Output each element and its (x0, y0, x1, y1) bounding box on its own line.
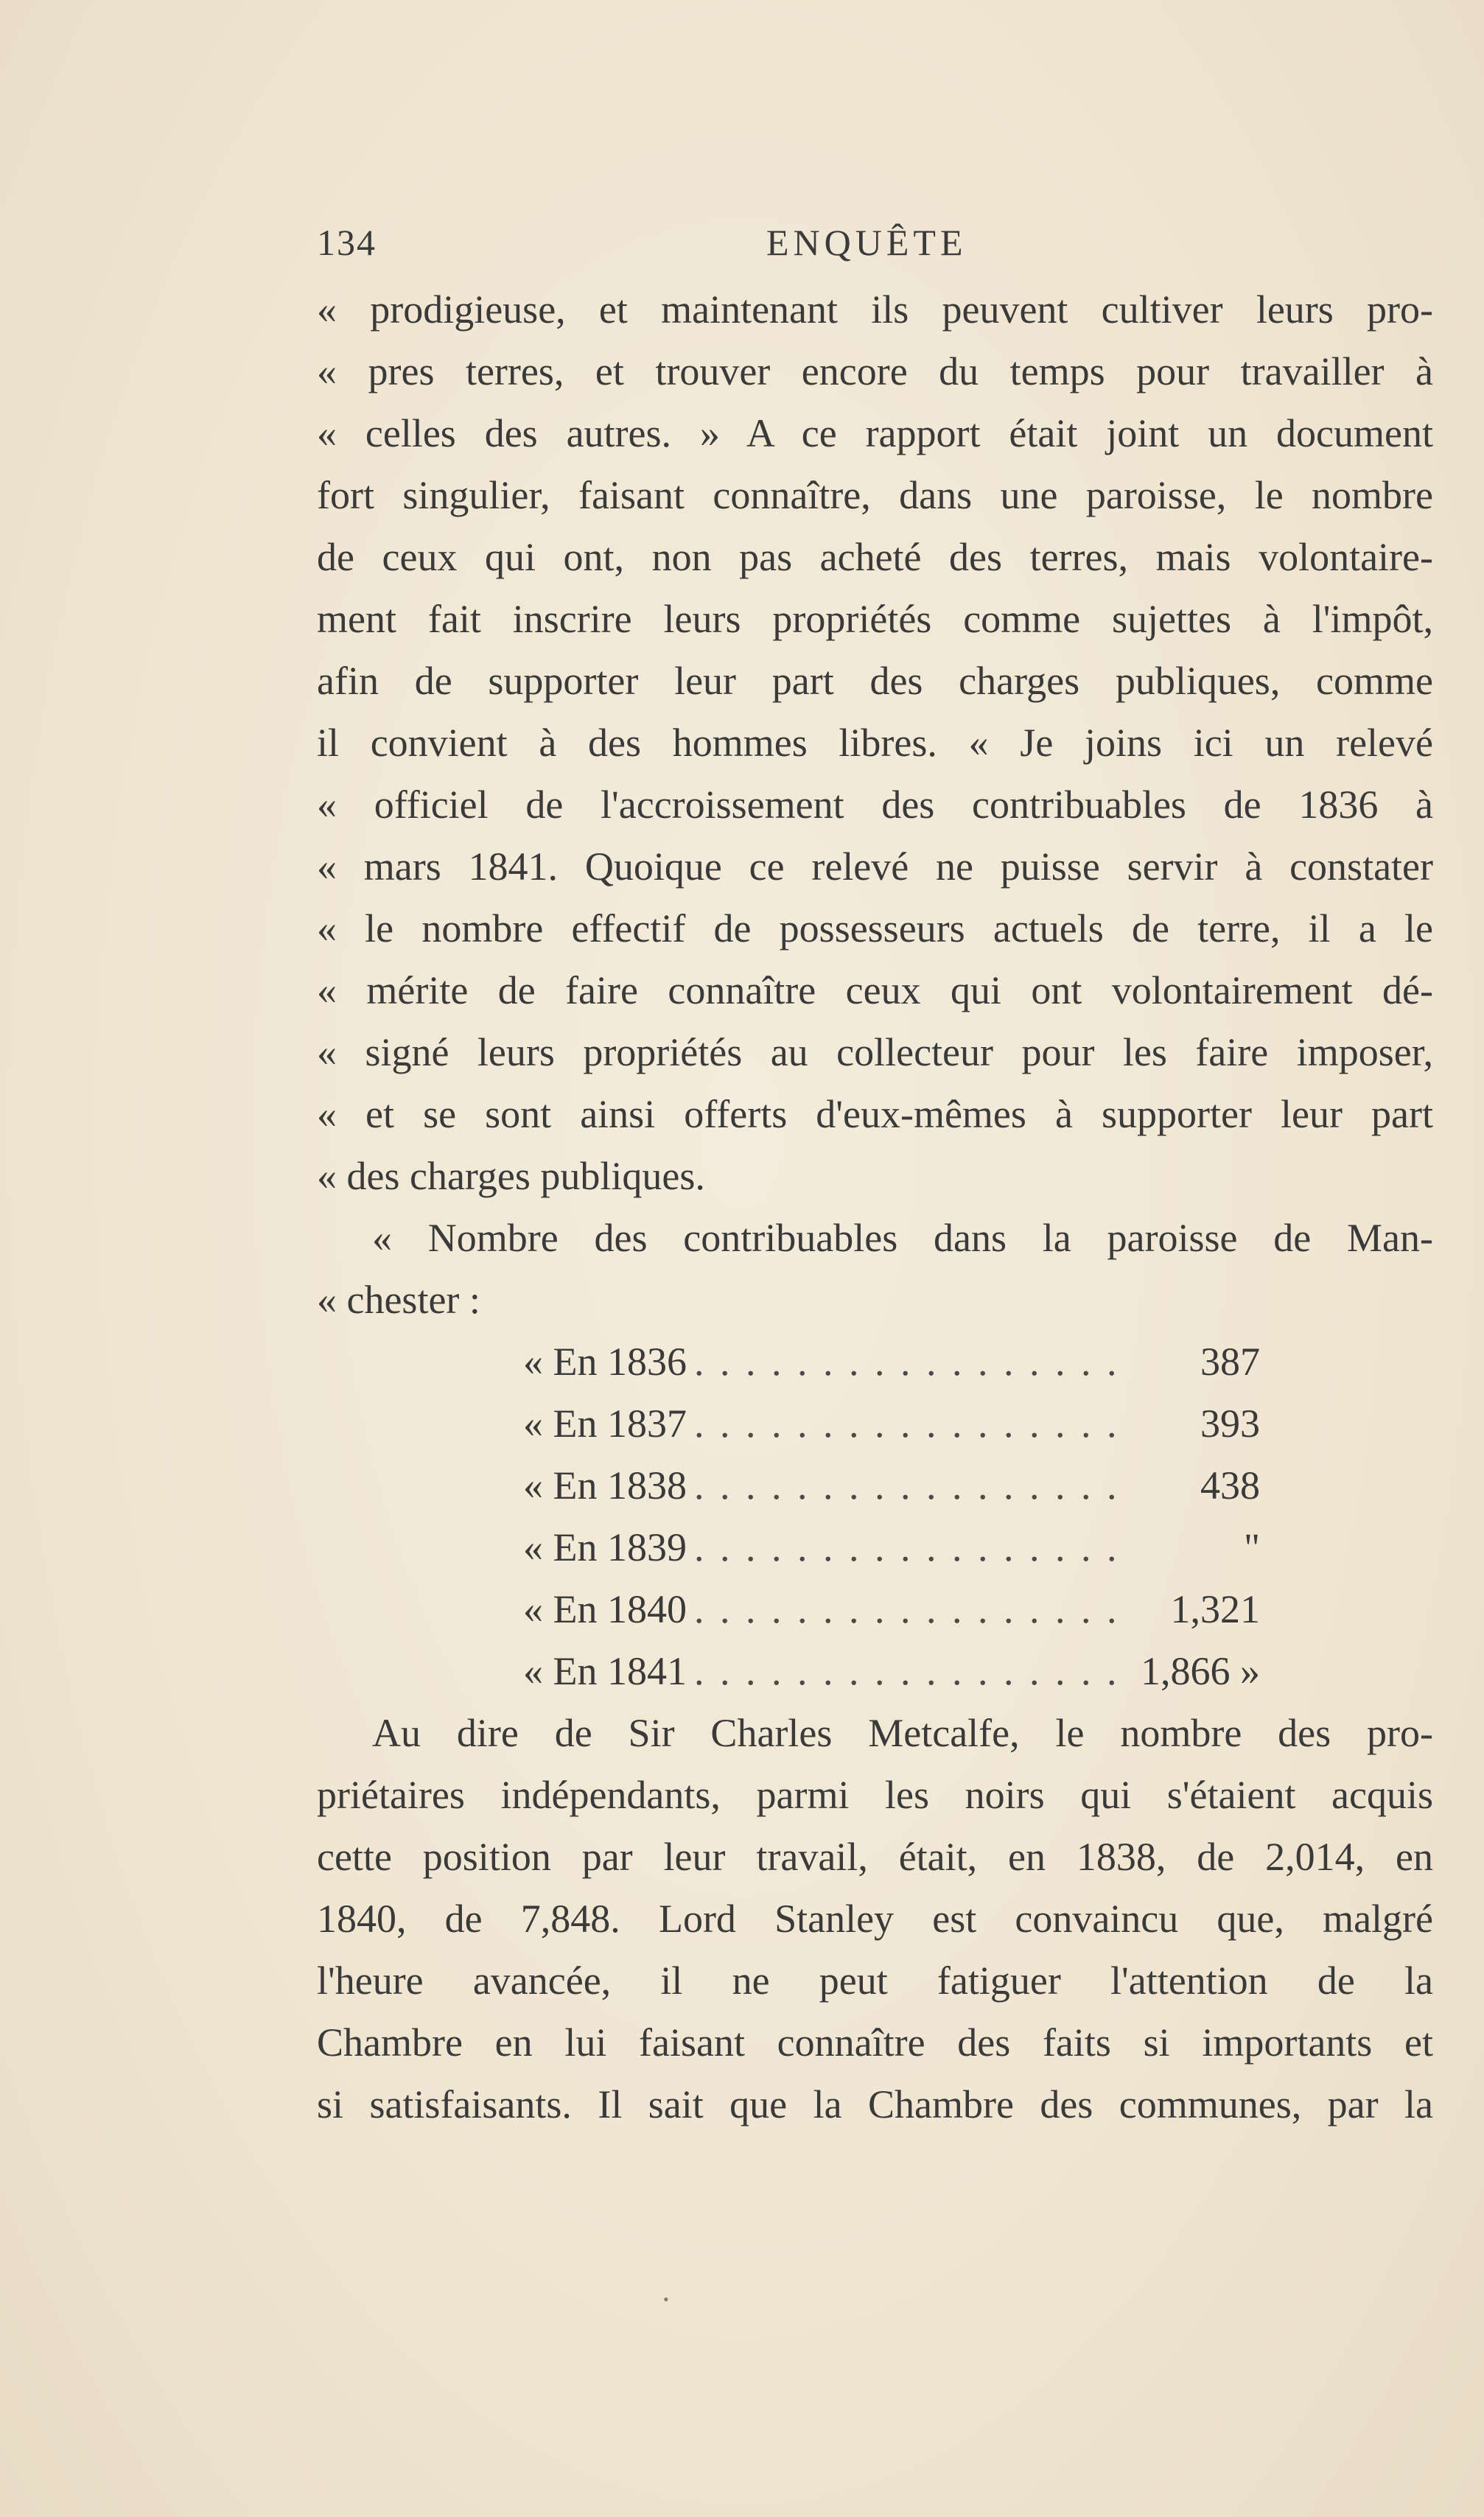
census-row (523, 1393, 1260, 1454)
census-row (523, 1454, 1260, 1516)
dot-leader (694, 1454, 1127, 1516)
text-line: Chambre en lui faisant connaître des faits si importants et (317, 2020, 1433, 2065)
census-year: « En 1841 (523, 1649, 687, 1693)
dot-leader (694, 1393, 1127, 1454)
paragraph-3 (317, 1702, 1433, 2135)
page-number: 134 (317, 222, 377, 263)
text-line: il convient à des hommes libres. « Je joins ici un relevé (317, 721, 1433, 765)
text-line: « signé leurs propriétés au collecteur pour les faire imposer, (317, 1030, 1433, 1074)
text-line: « chester : (317, 1278, 480, 1322)
text-line: ment fait inscrire leurs propriétés comme sujettes à l'impôt, (317, 597, 1433, 641)
census-row (523, 1516, 1260, 1578)
dot-leader (694, 1331, 1127, 1393)
census-row (523, 1578, 1260, 1640)
text-line: « le nombre effectif de possesseurs actuels de terre, il a le (317, 906, 1433, 951)
census-year: « En 1838 (523, 1463, 687, 1508)
text-line: « mérite de faire connaître ceux qui ont volontairement dé- (317, 968, 1433, 1012)
census-value: 387 (1200, 1340, 1260, 1384)
text-line: « officiel de l'accroissement des contribuables de 1836 à (317, 783, 1433, 827)
census-value: 393 (1200, 1401, 1260, 1446)
text-line: fort singulier, faisant connaître, dans une paroisse, le nombre (317, 473, 1433, 517)
text-line: Au dire de Sir Charles Metcalfe, le nombre des pro- (372, 1711, 1433, 1755)
text-line: l'heure avancée, il ne peut fatiguer l'attention de la (317, 1958, 1433, 2003)
census-year: « En 1840 (523, 1587, 687, 1631)
text-line: si satisfaisants. Il sait que la Chambre des communes, par la (317, 2082, 1433, 2126)
dot-leader (694, 1578, 1127, 1640)
text-line: « Nombre des contribuables dans la paroisse de Man- (372, 1216, 1433, 1260)
census-value: 1,321 (1170, 1587, 1260, 1631)
text-line: de ceux qui ont, non pas acheté des terres, mais volontaire- (317, 535, 1433, 579)
text-line: afin de supporter leur part des charges publiques, comme (317, 659, 1433, 703)
running-title: ENQUÊTE (766, 222, 967, 263)
text-line: « celles des autres. » A ce rapport était joint un document (317, 411, 1433, 455)
text-line: « mars 1841. Quoique ce relevé ne puisse servir à constater (317, 844, 1433, 889)
text-line: cette position par leur travail, était, en 1838, de 2,014, en (317, 1835, 1433, 1879)
census-value: " (1243, 1525, 1260, 1569)
text-line: « prodigieuse, et maintenant ils peuvent cultiver leurs pro- (317, 287, 1433, 332)
paragraph-1 (317, 279, 1433, 1207)
running-head (317, 221, 1429, 265)
dot-leader (694, 1640, 1127, 1702)
census-value: 438 (1200, 1463, 1260, 1508)
census-year: « En 1836 (523, 1340, 687, 1384)
census-value: 1,866 » (1141, 1649, 1260, 1693)
text-line: « des charges publiques. (317, 1154, 705, 1198)
body-text (317, 279, 1433, 2135)
text-line: « et se sont ainsi offerts d'eux-mêmes à supporter leur part (317, 1092, 1433, 1136)
text-line: 1840, de 7,848. Lord Stanley est convaincu que, malgré (317, 1897, 1433, 1941)
paper-speck: • (663, 2290, 669, 2308)
census-row (523, 1640, 1260, 1702)
paragraph-2 (317, 1207, 1433, 1331)
census-year: « En 1837 (523, 1401, 687, 1446)
dot-leader (694, 1516, 1127, 1578)
census-row (523, 1331, 1260, 1393)
text-line: « pres terres, et trouver encore du temps pour travailler à (317, 349, 1433, 393)
census-year: « En 1839 (523, 1525, 687, 1569)
text-line: priétaires indépendants, parmi les noirs qui s'étaient acquis (317, 1773, 1433, 1817)
census-table (523, 1331, 1260, 1702)
